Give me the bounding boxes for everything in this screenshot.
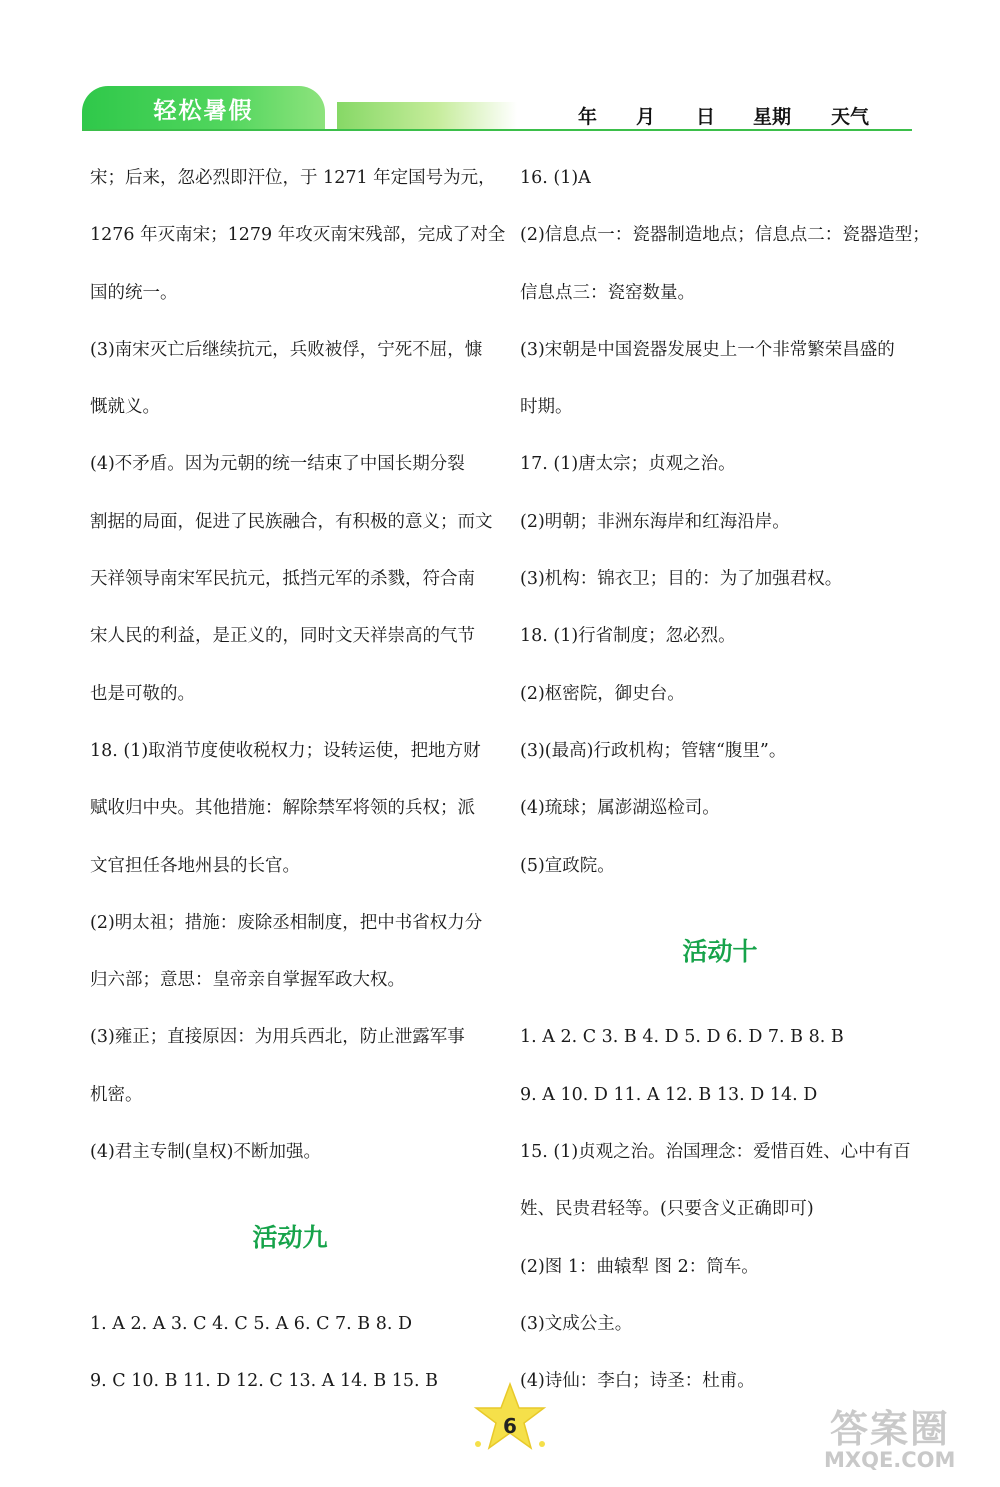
answer-line: (2)枢密院，御史台。: [520, 683, 685, 704]
answer-line: 慨就义。: [90, 397, 160, 418]
date-weekday-label: 星期: [753, 106, 792, 128]
answer-line: (4)君主专制(皇权)不断加强。: [90, 1142, 321, 1163]
date-weather-label: 天气: [831, 106, 870, 128]
answer-line: 15. (1)贞观之治。治国理念：爱惜百姓、心中有百: [520, 1142, 911, 1163]
answer-line: 姓、民贵君轻等。(只要含义正确即可): [520, 1199, 814, 1220]
answer-line: (4)琉球；属澎湖巡检司。: [520, 798, 720, 819]
header-gradient-strip: [337, 102, 517, 129]
date-month-label: 月: [636, 106, 656, 128]
answer-line: 赋收归中央。其他措施：解除禁军将领的兵权；派: [90, 798, 475, 819]
answer-line: (2)明朝；非洲东海岸和红海沿岸。: [520, 511, 790, 532]
answer-line: (2)图 1：曲辕犁 图 2：筒车。: [520, 1256, 759, 1277]
answer-line: (3)雍正；直接原因：为用兵西北，防止泄露军事: [90, 1027, 465, 1048]
answer-line: (3)机构：锦衣卫；目的：为了加强君权。: [520, 569, 843, 590]
left-column: [90, 150, 506, 1411]
watermark-logo-text: 答案圈: [830, 1407, 951, 1451]
answer-line: 1276 年灭南宋；1279 年攻灭南宋残部，完成了对全: [90, 225, 506, 246]
answer-line: 18. (1)行省制度；忽必烈。: [520, 626, 736, 647]
answer-line: (2)明太祖；措施：废除丞相制度，把中书省权力分: [90, 912, 483, 933]
watermark: [820, 1398, 990, 1482]
answer-line: 归六部；意思：皇帝亲自掌握军政大权。: [90, 970, 405, 991]
answer-line: (3)南宋灭亡后继续抗元，兵败被俘，宁死不屈，慷: [90, 339, 483, 360]
answer-line: (4)不矛盾。因为元朝的统一结束了中国长期分裂: [90, 454, 465, 475]
answer-key-line: 1. A 2. C 3. B 4. D 5. D 6. D 7. B 8. B: [520, 1027, 844, 1048]
answer-line: 宋人民的利益，是正义的，同时文天祥崇高的气节: [90, 626, 475, 647]
answer-key-line: 9. C 10. B 11. D 12. C 13. A 14. B 15. B: [90, 1371, 439, 1392]
answer-line: 文官担任各地州县的长官。: [90, 855, 300, 876]
section-title: 轻松暑假: [153, 98, 254, 124]
date-year-label: 年: [578, 106, 598, 128]
answer-line: 割据的局面，促进了民族融合，有积极的意义；而文: [90, 511, 493, 532]
answer-line: (5)宣政院。: [520, 855, 615, 876]
activity-heading-10: 活动十: [682, 936, 758, 966]
answer-key-line: 1. A 2. A 3. C 4. C 5. A 6. C 7. B 8. D: [90, 1313, 412, 1334]
answer-line: (3)文成公主。: [520, 1313, 633, 1334]
answer-line: 机密。: [90, 1084, 143, 1105]
answer-line: (2)信息点一：瓷器制造地点；信息点二：瓷器造型；: [520, 225, 930, 246]
activity-heading-9: 活动九: [252, 1223, 328, 1253]
answer-line: 17. (1)唐太宗；贞观之治。: [520, 454, 736, 475]
answer-line: (3)宋朝是中国瓷器发展史上一个非常繁荣昌盛的: [520, 339, 895, 360]
date-day-label: 日: [696, 106, 716, 128]
answer-line: (4)诗仙：李白；诗圣：杜甫。: [520, 1371, 755, 1392]
answer-line: 天祥领导南宋军民抗元，抵挡元军的杀戮，符合南: [90, 569, 475, 590]
watermark-url: MXQE.COM: [824, 1448, 956, 1472]
answer-line: 国的统一。: [90, 282, 178, 303]
date-fields: [578, 102, 908, 130]
answer-line: 也是可敬的。: [90, 683, 195, 704]
right-column: [520, 150, 930, 1411]
page-number: 6: [503, 1414, 517, 1438]
answer-line: 18. (1)取消节度使收税权力；设转运使，把地方财: [90, 740, 481, 761]
answer-line: 宋；后来，忽必烈即汗位，于 1271 年定国号为元，: [90, 168, 496, 188]
answer-line: 时期。: [520, 397, 573, 418]
answer-line: 信息点三：瓷窑数量。: [520, 282, 695, 303]
answer-line: 16. (1)A: [520, 168, 591, 188]
answer-key-line: 9. A 10. D 11. A 12. B 13. D 14. D: [520, 1084, 818, 1105]
page-header: [0, 0, 1000, 140]
answer-line: (3)(最高)行政机构；管辖“腹里”。: [520, 740, 787, 761]
